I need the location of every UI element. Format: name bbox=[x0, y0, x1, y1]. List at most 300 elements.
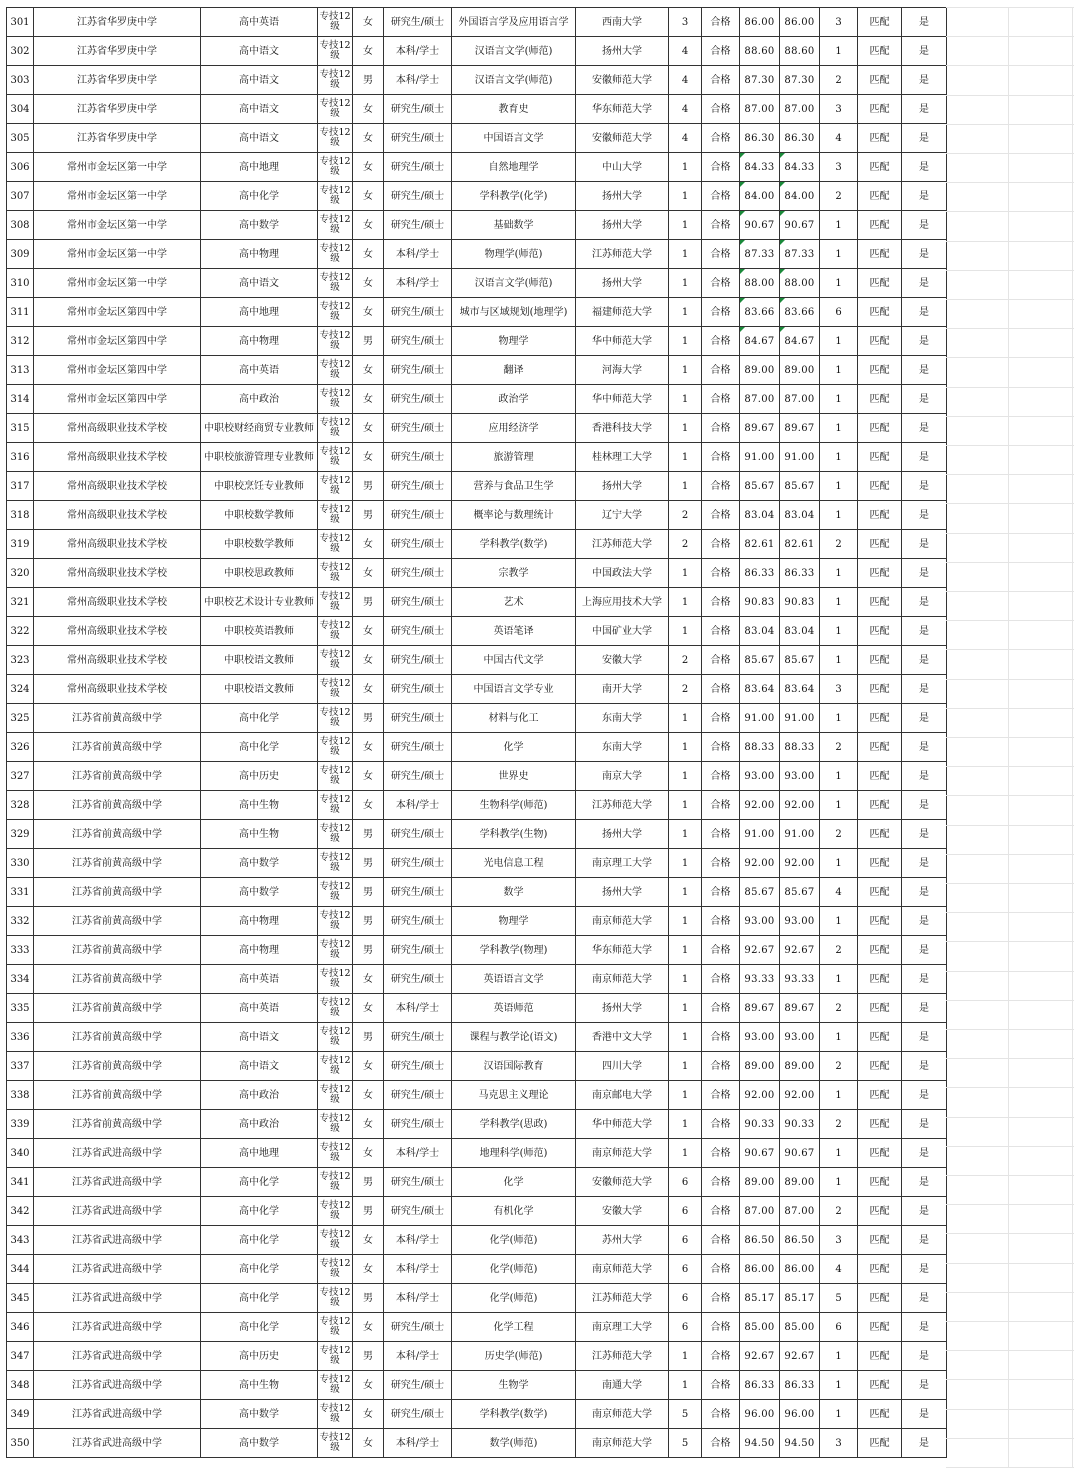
cell-qualification: 合格 bbox=[702, 1400, 740, 1429]
cell-university: 安徽大学 bbox=[576, 1197, 669, 1226]
grid-line bbox=[946, 1292, 1074, 1293]
cell-rank: 1 bbox=[820, 791, 858, 820]
grid-line bbox=[946, 328, 1074, 329]
cell-confirmed: 是 bbox=[902, 1197, 947, 1226]
cell-position: 高中物理 bbox=[201, 907, 318, 936]
cell-university: 安徽师范大学 bbox=[576, 66, 669, 95]
cell-qualification: 合格 bbox=[702, 646, 740, 675]
grid-line bbox=[946, 357, 1074, 358]
cell-quota: 1 bbox=[669, 327, 702, 356]
cell-score-final: 84.00 bbox=[780, 182, 820, 211]
grid-line bbox=[946, 299, 1074, 300]
cell-school: 江苏省前黄高级中学 bbox=[34, 791, 201, 820]
cell-level: 专技12级 bbox=[318, 820, 353, 849]
cell-gender: 女 bbox=[353, 965, 384, 994]
cell-rank: 1 bbox=[820, 965, 858, 994]
cell-position: 高中物理 bbox=[201, 240, 318, 269]
table-row bbox=[7, 733, 947, 762]
table-row bbox=[7, 1255, 947, 1284]
cell-qualification: 合格 bbox=[702, 994, 740, 1023]
cell-position: 中职校数学教师 bbox=[201, 530, 318, 559]
cell-rank: 1 bbox=[820, 1081, 858, 1110]
cell-row-number: 348 bbox=[7, 1371, 34, 1400]
cell-qualification: 合格 bbox=[702, 1110, 740, 1139]
cell-row-number: 331 bbox=[7, 878, 34, 907]
cell-level: 专技12级 bbox=[318, 530, 353, 559]
cell-university: 中国政法大学 bbox=[576, 559, 669, 588]
cell-university: 华东师范大学 bbox=[576, 936, 669, 965]
cell-row-number: 350 bbox=[7, 1429, 34, 1458]
cell-match: 匹配 bbox=[858, 1168, 902, 1197]
cell-qualification: 合格 bbox=[702, 820, 740, 849]
cell-gender: 女 bbox=[353, 95, 384, 124]
table-row bbox=[7, 704, 947, 733]
cell-gender: 男 bbox=[353, 704, 384, 733]
cell-score-total: 84.33 bbox=[740, 153, 780, 182]
cell-major: 中国语言文学 bbox=[452, 124, 576, 153]
grid-line bbox=[946, 620, 1074, 621]
cell-score-total: 86.33 bbox=[740, 559, 780, 588]
cell-school: 江苏省武进高级中学 bbox=[34, 1284, 201, 1313]
cell-score-total: 88.60 bbox=[740, 37, 780, 66]
cell-quota: 2 bbox=[669, 530, 702, 559]
cell-quota: 6 bbox=[669, 1313, 702, 1342]
cell-gender: 男 bbox=[353, 1342, 384, 1371]
cell-score-total: 87.00 bbox=[740, 95, 780, 124]
cell-level: 专技12级 bbox=[318, 1052, 353, 1081]
cell-major: 课程与教学论(语文) bbox=[452, 1023, 576, 1052]
cell-score-total: 90.67 bbox=[740, 211, 780, 240]
cell-university: 江苏师范大学 bbox=[576, 1284, 669, 1313]
cell-score-total: 92.00 bbox=[740, 849, 780, 878]
cell-quota: 1 bbox=[669, 588, 702, 617]
results-table bbox=[6, 7, 947, 1458]
cell-row-number: 311 bbox=[7, 298, 34, 327]
table-row bbox=[7, 1429, 947, 1458]
cell-score-total: 92.00 bbox=[740, 1081, 780, 1110]
cell-qualification: 合格 bbox=[702, 66, 740, 95]
cell-confirmed: 是 bbox=[902, 1371, 947, 1400]
cell-degree: 研究生/硕士 bbox=[384, 1400, 452, 1429]
cell-row-number: 339 bbox=[7, 1110, 34, 1139]
cell-row-number: 335 bbox=[7, 994, 34, 1023]
cell-degree: 研究生/硕士 bbox=[384, 443, 452, 472]
cell-major: 英语师范 bbox=[452, 994, 576, 1023]
cell-score-final: 88.33 bbox=[780, 733, 820, 762]
table-row bbox=[7, 1313, 947, 1342]
table-row bbox=[7, 356, 947, 385]
cell-match: 匹配 bbox=[858, 791, 902, 820]
cell-university: 扬州大学 bbox=[576, 269, 669, 298]
grid-line bbox=[946, 1233, 1074, 1234]
cell-university: 南京理工大学 bbox=[576, 849, 669, 878]
cell-university: 河海大学 bbox=[576, 356, 669, 385]
cell-position: 高中历史 bbox=[201, 762, 318, 791]
cell-gender: 男 bbox=[353, 907, 384, 936]
cell-score-total: 83.66 bbox=[740, 298, 780, 327]
cell-level: 专技12级 bbox=[318, 1168, 353, 1197]
cell-qualification: 合格 bbox=[702, 791, 740, 820]
cell-degree: 研究生/硕士 bbox=[384, 1371, 452, 1400]
cell-school: 江苏省前黄高级中学 bbox=[34, 907, 201, 936]
cell-level: 专技12级 bbox=[318, 1429, 353, 1458]
cell-confirmed: 是 bbox=[902, 1052, 947, 1081]
cell-level: 专技12级 bbox=[318, 1255, 353, 1284]
cell-degree: 研究生/硕士 bbox=[384, 1168, 452, 1197]
cell-major: 自然地理学 bbox=[452, 153, 576, 182]
cell-position: 高中语文 bbox=[201, 269, 318, 298]
cell-university: 中山大学 bbox=[576, 153, 669, 182]
cell-university: 华中师范大学 bbox=[576, 385, 669, 414]
cell-row-number: 328 bbox=[7, 791, 34, 820]
cell-confirmed: 是 bbox=[902, 1139, 947, 1168]
cell-qualification: 合格 bbox=[702, 269, 740, 298]
grid-line bbox=[946, 679, 1074, 680]
cell-qualification: 合格 bbox=[702, 1429, 740, 1458]
cell-university: 江苏师范大学 bbox=[576, 791, 669, 820]
cell-position: 中职校思政教师 bbox=[201, 559, 318, 588]
table-row bbox=[7, 8, 947, 37]
cell-major: 学科教学(物理) bbox=[452, 936, 576, 965]
grid-line bbox=[946, 1467, 1074, 1468]
cell-score-final: 90.33 bbox=[780, 1110, 820, 1139]
cell-school: 江苏省前黄高级中学 bbox=[34, 762, 201, 791]
cell-position: 高中地理 bbox=[201, 298, 318, 327]
cell-quota: 1 bbox=[669, 617, 702, 646]
cell-university: 四川大学 bbox=[576, 1052, 669, 1081]
cell-major: 政治学 bbox=[452, 385, 576, 414]
cell-quota: 1 bbox=[669, 182, 702, 211]
cell-rank: 1 bbox=[820, 1371, 858, 1400]
cell-gender: 男 bbox=[353, 1023, 384, 1052]
cell-match: 匹配 bbox=[858, 1226, 902, 1255]
cell-score-final: 92.67 bbox=[780, 1342, 820, 1371]
table-row bbox=[7, 385, 947, 414]
cell-row-number: 320 bbox=[7, 559, 34, 588]
cell-score-final: 86.50 bbox=[780, 1226, 820, 1255]
cell-quota: 1 bbox=[669, 733, 702, 762]
cell-position: 高中历史 bbox=[201, 1342, 318, 1371]
cell-gender: 男 bbox=[353, 472, 384, 501]
cell-level: 专技12级 bbox=[318, 414, 353, 443]
cell-gender: 女 bbox=[353, 1052, 384, 1081]
cell-university: 东南大学 bbox=[576, 704, 669, 733]
cell-gender: 女 bbox=[353, 1371, 384, 1400]
cell-score-total: 90.33 bbox=[740, 1110, 780, 1139]
cell-score-final: 86.00 bbox=[780, 8, 820, 37]
spreadsheet bbox=[6, 7, 947, 1458]
cell-major: 英语笔译 bbox=[452, 617, 576, 646]
cell-confirmed: 是 bbox=[902, 675, 947, 704]
cell-quota: 1 bbox=[669, 1052, 702, 1081]
cell-match: 匹配 bbox=[858, 704, 902, 733]
cell-score-total: 96.00 bbox=[740, 1400, 780, 1429]
cell-confirmed: 是 bbox=[902, 646, 947, 675]
cell-position: 高中生物 bbox=[201, 820, 318, 849]
cell-position: 高中语文 bbox=[201, 37, 318, 66]
cell-qualification: 合格 bbox=[702, 1081, 740, 1110]
cell-score-total: 90.83 bbox=[740, 588, 780, 617]
cell-gender: 男 bbox=[353, 1284, 384, 1313]
cell-row-number: 301 bbox=[7, 8, 34, 37]
cell-major: 世界史 bbox=[452, 762, 576, 791]
cell-score-total: 92.67 bbox=[740, 1342, 780, 1371]
cell-row-number: 340 bbox=[7, 1139, 34, 1168]
cell-match: 匹配 bbox=[858, 1052, 902, 1081]
cell-score-final: 87.00 bbox=[780, 385, 820, 414]
cell-rank: 1 bbox=[820, 646, 858, 675]
cell-score-total: 85.67 bbox=[740, 646, 780, 675]
cell-qualification: 合格 bbox=[702, 907, 740, 936]
cell-match: 匹配 bbox=[858, 443, 902, 472]
cell-position: 高中语文 bbox=[201, 1023, 318, 1052]
cell-rank: 4 bbox=[820, 124, 858, 153]
cell-degree: 研究生/硕士 bbox=[384, 733, 452, 762]
cell-level: 专技12级 bbox=[318, 1400, 353, 1429]
cell-major: 数学 bbox=[452, 878, 576, 907]
cell-major: 数学(师范) bbox=[452, 1429, 576, 1458]
cell-qualification: 合格 bbox=[702, 1226, 740, 1255]
cell-university: 扬州大学 bbox=[576, 182, 669, 211]
cell-school: 江苏省武进高级中学 bbox=[34, 1139, 201, 1168]
cell-major: 汉语国际教育 bbox=[452, 1052, 576, 1081]
cell-row-number: 318 bbox=[7, 501, 34, 530]
cell-score-total: 91.00 bbox=[740, 704, 780, 733]
cell-confirmed: 是 bbox=[902, 878, 947, 907]
cell-degree: 研究生/硕士 bbox=[384, 762, 452, 791]
cell-major: 应用经济学 bbox=[452, 414, 576, 443]
cell-position: 高中语文 bbox=[201, 66, 318, 95]
cell-score-final: 89.67 bbox=[780, 994, 820, 1023]
cell-university: 南京师范大学 bbox=[576, 1139, 669, 1168]
cell-position: 中职校语文教师 bbox=[201, 646, 318, 675]
cell-school: 江苏省华罗庚中学 bbox=[34, 37, 201, 66]
cell-score-final: 96.00 bbox=[780, 1400, 820, 1429]
cell-score-total: 94.50 bbox=[740, 1429, 780, 1458]
cell-score-total: 92.00 bbox=[740, 791, 780, 820]
grid-line bbox=[946, 883, 1074, 884]
cell-level: 专技12级 bbox=[318, 617, 353, 646]
cell-university: 桂林理工大学 bbox=[576, 443, 669, 472]
cell-score-final: 87.30 bbox=[780, 66, 820, 95]
cell-degree: 研究生/硕士 bbox=[384, 617, 452, 646]
cell-quota: 1 bbox=[669, 704, 702, 733]
grid-line bbox=[946, 562, 1074, 563]
cell-score-final: 92.67 bbox=[780, 936, 820, 965]
cell-rank: 1 bbox=[820, 762, 858, 791]
cell-school: 江苏省华罗庚中学 bbox=[34, 8, 201, 37]
cell-position: 高中数学 bbox=[201, 211, 318, 240]
cell-degree: 研究生/硕士 bbox=[384, 1081, 452, 1110]
cell-degree: 研究生/硕士 bbox=[384, 298, 452, 327]
cell-major: 学科教学(生物) bbox=[452, 820, 576, 849]
cell-university: 华中师范大学 bbox=[576, 1110, 669, 1139]
cell-school: 江苏省武进高级中学 bbox=[34, 1226, 201, 1255]
cell-major: 地理科学(师范) bbox=[452, 1139, 576, 1168]
cell-position: 高中英语 bbox=[201, 994, 318, 1023]
grid-line bbox=[946, 971, 1074, 972]
table-row bbox=[7, 878, 947, 907]
cell-match: 匹配 bbox=[858, 182, 902, 211]
cell-gender: 女 bbox=[353, 443, 384, 472]
cell-school: 江苏省前黄高级中学 bbox=[34, 1023, 201, 1052]
cell-school: 常州高级职业技术学校 bbox=[34, 414, 201, 443]
table-row bbox=[7, 1371, 947, 1400]
cell-gender: 女 bbox=[353, 1139, 384, 1168]
cell-quota: 1 bbox=[669, 356, 702, 385]
cell-score-final: 85.67 bbox=[780, 646, 820, 675]
table-row bbox=[7, 1197, 947, 1226]
cell-university: 扬州大学 bbox=[576, 820, 669, 849]
cell-confirmed: 是 bbox=[902, 443, 947, 472]
cell-gender: 女 bbox=[353, 298, 384, 327]
cell-level: 专技12级 bbox=[318, 791, 353, 820]
cell-score-total: 85.17 bbox=[740, 1284, 780, 1313]
cell-confirmed: 是 bbox=[902, 240, 947, 269]
grid-line bbox=[946, 1321, 1074, 1322]
cell-level: 专技12级 bbox=[318, 1284, 353, 1313]
cell-row-number: 327 bbox=[7, 762, 34, 791]
cell-rank: 3 bbox=[820, 95, 858, 124]
cell-level: 专技12级 bbox=[318, 1110, 353, 1139]
cell-score-total: 83.04 bbox=[740, 501, 780, 530]
grid-line bbox=[946, 7, 1074, 8]
cell-qualification: 合格 bbox=[702, 385, 740, 414]
cell-degree: 研究生/硕士 bbox=[384, 965, 452, 994]
cell-university: 扬州大学 bbox=[576, 994, 669, 1023]
cell-major: 汉语言文学(师范) bbox=[452, 66, 576, 95]
cell-score-total: 91.00 bbox=[740, 443, 780, 472]
cell-rank: 2 bbox=[820, 1197, 858, 1226]
cell-score-total: 88.00 bbox=[740, 269, 780, 298]
cell-level: 专技12级 bbox=[318, 385, 353, 414]
cell-confirmed: 是 bbox=[902, 907, 947, 936]
cell-rank: 1 bbox=[820, 211, 858, 240]
cell-degree: 研究生/硕士 bbox=[384, 1197, 452, 1226]
cell-score-final: 93.33 bbox=[780, 965, 820, 994]
cell-university: 南京师范大学 bbox=[576, 1429, 669, 1458]
cell-level: 专技12级 bbox=[318, 762, 353, 791]
cell-degree: 研究生/硕士 bbox=[384, 124, 452, 153]
cell-degree: 本科/学士 bbox=[384, 240, 452, 269]
table-row bbox=[7, 1284, 947, 1313]
cell-gender: 男 bbox=[353, 936, 384, 965]
cell-level: 专技12级 bbox=[318, 182, 353, 211]
table-row bbox=[7, 791, 947, 820]
cell-score-final: 92.00 bbox=[780, 849, 820, 878]
cell-match: 匹配 bbox=[858, 501, 902, 530]
cell-university: 福建师范大学 bbox=[576, 298, 669, 327]
cell-confirmed: 是 bbox=[902, 327, 947, 356]
cell-quota: 1 bbox=[669, 1139, 702, 1168]
cell-school: 江苏省武进高级中学 bbox=[34, 1313, 201, 1342]
cell-gender: 女 bbox=[353, 211, 384, 240]
cell-rank: 1 bbox=[820, 907, 858, 936]
cell-rank: 3 bbox=[820, 153, 858, 182]
cell-row-number: 310 bbox=[7, 269, 34, 298]
cell-match: 匹配 bbox=[858, 530, 902, 559]
cell-position: 高中数学 bbox=[201, 849, 318, 878]
cell-score-final: 85.67 bbox=[780, 878, 820, 907]
cell-degree: 本科/学士 bbox=[384, 269, 452, 298]
cell-gender: 女 bbox=[353, 37, 384, 66]
cell-qualification: 合格 bbox=[702, 327, 740, 356]
cell-score-total: 89.00 bbox=[740, 356, 780, 385]
cell-rank: 4 bbox=[820, 1255, 858, 1284]
grid-line bbox=[946, 1029, 1074, 1030]
cell-major: 营养与食品卫生学 bbox=[452, 472, 576, 501]
table-row bbox=[7, 965, 947, 994]
cell-major: 汉语言文学(师范) bbox=[452, 37, 576, 66]
cell-gender: 女 bbox=[353, 1255, 384, 1284]
cell-score-final: 93.00 bbox=[780, 907, 820, 936]
cell-quota: 1 bbox=[669, 762, 702, 791]
cell-score-final: 88.60 bbox=[780, 37, 820, 66]
cell-match: 匹配 bbox=[858, 762, 902, 791]
cell-score-total: 83.04 bbox=[740, 617, 780, 646]
cell-university: 江苏师范大学 bbox=[576, 530, 669, 559]
cell-confirmed: 是 bbox=[902, 1081, 947, 1110]
cell-level: 专技12级 bbox=[318, 211, 353, 240]
grid-line bbox=[946, 124, 1074, 125]
cell-level: 专技12级 bbox=[318, 1197, 353, 1226]
cell-confirmed: 是 bbox=[902, 588, 947, 617]
cell-university: 西南大学 bbox=[576, 8, 669, 37]
cell-rank: 1 bbox=[820, 385, 858, 414]
table-row bbox=[7, 1342, 947, 1371]
cell-gender: 女 bbox=[353, 8, 384, 37]
table-row bbox=[7, 1400, 947, 1429]
cell-level: 专技12级 bbox=[318, 588, 353, 617]
cell-position: 高中语文 bbox=[201, 124, 318, 153]
cell-university: 南京师范大学 bbox=[576, 1400, 669, 1429]
cell-position: 高中化学 bbox=[201, 1255, 318, 1284]
cell-rank: 1 bbox=[820, 617, 858, 646]
cell-score-final: 89.67 bbox=[780, 414, 820, 443]
cell-row-number: 321 bbox=[7, 588, 34, 617]
cell-school: 江苏省武进高级中学 bbox=[34, 1342, 201, 1371]
cell-quota: 2 bbox=[669, 646, 702, 675]
cell-confirmed: 是 bbox=[902, 501, 947, 530]
cell-match: 匹配 bbox=[858, 1313, 902, 1342]
cell-major: 历史学(师范) bbox=[452, 1342, 576, 1371]
cell-position: 高中化学 bbox=[201, 733, 318, 762]
cell-position: 高中政治 bbox=[201, 1110, 318, 1139]
cell-level: 专技12级 bbox=[318, 704, 353, 733]
cell-qualification: 合格 bbox=[702, 1052, 740, 1081]
cell-degree: 本科/学士 bbox=[384, 994, 452, 1023]
cell-major: 外国语言学及应用语言学 bbox=[452, 8, 576, 37]
cell-match: 匹配 bbox=[858, 385, 902, 414]
cell-quota: 4 bbox=[669, 95, 702, 124]
cell-score-final: 93.00 bbox=[780, 1023, 820, 1052]
cell-degree: 本科/学士 bbox=[384, 1284, 452, 1313]
cell-row-number: 337 bbox=[7, 1052, 34, 1081]
table-row bbox=[7, 1110, 947, 1139]
cell-score-final: 83.64 bbox=[780, 675, 820, 704]
cell-university: 安徽师范大学 bbox=[576, 1168, 669, 1197]
cell-degree: 本科/学士 bbox=[384, 1255, 452, 1284]
cell-confirmed: 是 bbox=[902, 559, 947, 588]
cell-rank: 1 bbox=[820, 559, 858, 588]
cell-level: 专技12级 bbox=[318, 269, 353, 298]
cell-score-final: 86.33 bbox=[780, 1371, 820, 1400]
cell-level: 专技12级 bbox=[318, 1226, 353, 1255]
cell-major: 化学(师范) bbox=[452, 1226, 576, 1255]
cell-quota: 1 bbox=[669, 443, 702, 472]
grid-line bbox=[946, 825, 1074, 826]
cell-level: 专技12级 bbox=[318, 1371, 353, 1400]
